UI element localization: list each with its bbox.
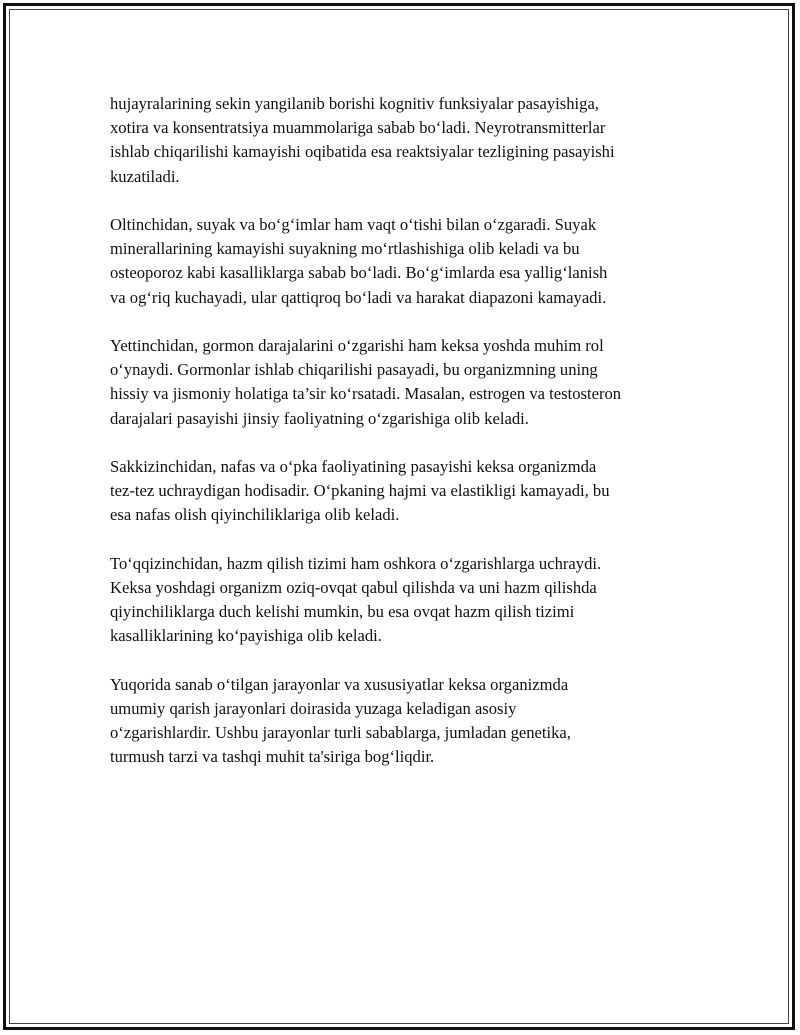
paragraph-6 xyxy=(110,673,690,770)
paragraph-line: esa nafas olish qiyinchiliklariga olib keladi. xyxy=(110,505,400,525)
paragraph-1 xyxy=(110,92,690,189)
paragraph-line: va og‘riq kuchayadi, ular qattiqroq bo‘ladi va harakat diapazoni kamayadi. xyxy=(110,287,607,307)
paragraph-2 xyxy=(110,213,690,310)
paragraph-line: xotira va konsentratsiya muammolariga sabab bo‘ladi. Neyrotransmitterlar xyxy=(110,118,606,138)
paragraph-line: qiyinchiliklarga duch kelishi mumkin, bu esa ovqat hazm qilish tizimi xyxy=(110,602,575,622)
paragraph-4 xyxy=(110,455,690,528)
paragraph-line: kuzatiladi. xyxy=(110,166,180,186)
paragraph-line: hujayralarining sekin yangilanib borishi kognitiv funksiyalar pasayishiga, xyxy=(110,94,599,113)
paragraph-line: minerallarining kamayishi suyakning mo‘rtlashishiga olib keladi va bu xyxy=(110,239,580,259)
document-body xyxy=(110,92,690,794)
paragraph-line: osteoporoz kabi kasalliklarga sabab bo‘ladi. Bo‘g‘imlarda esa yallig‘lanish xyxy=(110,263,608,283)
paragraph-line: o‘ynaydi. Gormonlar ishlab chiqarilishi pasayadi, bu organizmning uning xyxy=(110,360,598,380)
paragraph-3 xyxy=(110,334,690,431)
paragraph-line: Keksa yoshdagi organizm oziq-ovqat qabul qilishda va uni hazm qilishda xyxy=(110,578,597,597)
paragraph-line: kasalliklarining ko‘payishiga olib keladi. xyxy=(110,626,382,646)
paragraph-line: Sakkizinchidan, nafas va o‘pka faoliyatining pasayishi keksa organizmda xyxy=(110,457,597,476)
paragraph-line: hissiy va jismoniy holatiga ta’sir ko‘rsatadi. Masalan, estrogen va testosteron xyxy=(110,384,622,404)
paragraph-line: tez-tez uchraydigan hodisadir. O‘pkaning hajmi va elastikligi kamayadi, bu xyxy=(110,481,610,501)
paragraph-line: darajalari pasayishi jinsiy faoliyatning o‘zgarishiga olib keladi. xyxy=(110,408,529,428)
paragraph-line: Oltinchidan, suyak va bo‘g‘imlar ham vaqt o‘tishi bilan o‘zgaradi. Suyak xyxy=(110,215,597,234)
paragraph-line: Yettinchidan, gormon darajalarini o‘zgarishi ham keksa yoshda muhim rol xyxy=(110,336,604,355)
paragraph-line: Yuqorida sanab o‘tilgan jarayonlar va xususiyatlar keksa organizmda xyxy=(110,674,569,694)
paragraph-5 xyxy=(110,552,690,649)
paragraph-line: umumiy qarish jarayonlari doirasida yuzaga keladigan asosiy xyxy=(110,699,517,718)
paragraph-line: o‘zgarishlardir. Ushbu jarayonlar turli sabablarga, jumladan genetika, xyxy=(110,723,571,743)
paragraph-line: To‘qqizinchidan, hazm qilish tizimi ham oshkora o‘zgarishlarga uchraydi. xyxy=(110,553,602,573)
paragraph-line: ishlab chiqarilishi kamayishi oqibatida esa reaktsiyalar tezligining pasayishi xyxy=(110,142,615,162)
paragraph-line: turmush tarzi va tashqi muhit ta'siriga bog‘liqdir. xyxy=(110,747,435,767)
